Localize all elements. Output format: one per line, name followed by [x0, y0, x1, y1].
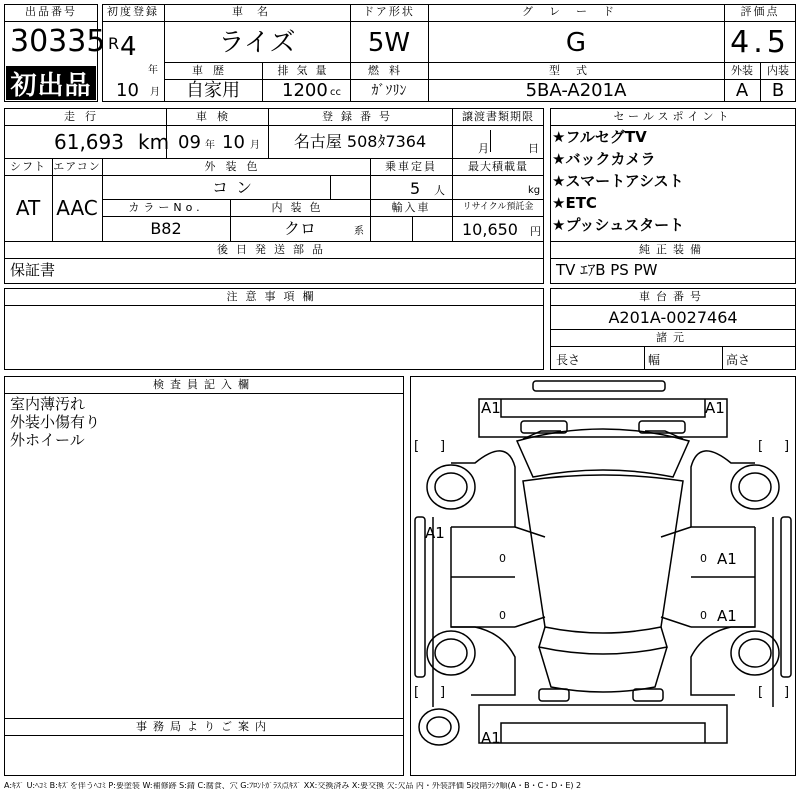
- first-listing-badge: 初出品: [6, 66, 96, 100]
- later-parts-label: 後日発送部品: [217, 243, 331, 256]
- fuel-label: 燃料: [368, 64, 410, 77]
- sales-point-1: ★フルセグTV: [552, 128, 647, 146]
- sales-point-5: ★プッシュスタート: [552, 216, 685, 234]
- int-color-label: 内装色: [271, 201, 329, 214]
- lot-number: 30335: [10, 24, 106, 59]
- capacity: 5: [410, 179, 421, 198]
- fuel: ｶﾞｿﾘﾝ: [371, 83, 407, 99]
- mileage-unit: km: [138, 130, 170, 154]
- gauge-zero-1: 0: [499, 552, 506, 565]
- int-label: 内装: [767, 64, 789, 77]
- door-label: ドア形状: [363, 5, 415, 18]
- width-label: 幅: [648, 353, 661, 367]
- insp-year-unit: 年: [205, 140, 215, 151]
- transfer-label: 譲渡書類期限: [462, 110, 534, 123]
- damage-mark-rear-left: A1: [481, 729, 501, 747]
- displacement-unit: cc: [330, 87, 341, 98]
- shift: AT: [15, 196, 41, 220]
- displacement: 1200: [282, 80, 328, 101]
- load-unit: kg: [528, 185, 541, 196]
- capacity-unit: 人: [434, 184, 445, 197]
- insp-year: 09: [178, 132, 201, 153]
- sales-point-4: ★ETC: [552, 194, 597, 212]
- color-no-label: カラーNo.: [128, 201, 204, 214]
- insp-month: 10: [222, 132, 245, 153]
- chassis-label: 車台番号: [639, 290, 707, 303]
- later-parts: 保証書: [10, 261, 56, 279]
- length-label: 長さ: [556, 353, 581, 367]
- inspector-line-1: 室内薄汚れ: [10, 395, 86, 413]
- model: 5BA-A201A: [525, 80, 627, 101]
- damage-mark-right-rear-door: A1: [717, 607, 737, 625]
- chassis-number: A201A-0027464: [608, 308, 738, 327]
- transfer-month: 月: [478, 142, 489, 155]
- equipment-label: 純正装備: [639, 243, 707, 256]
- load-label: 最大積載量: [468, 160, 528, 173]
- int-color-unit: 系: [354, 226, 364, 237]
- car-outline-icon: [411, 377, 795, 775]
- gauge-zero-3: 0: [700, 552, 707, 565]
- month-unit: 月: [150, 87, 160, 98]
- grade-label: グレード: [522, 5, 630, 18]
- car-name: ライズ: [218, 28, 296, 58]
- reg-year: 4: [120, 32, 137, 62]
- sales-points-label: セールスポイント: [613, 110, 733, 123]
- transfer-day: 日: [528, 142, 539, 155]
- office-label: 事務局よりご案内: [136, 720, 272, 733]
- score-label: 評価点: [740, 5, 780, 18]
- insp-month-unit: 月: [250, 140, 260, 151]
- reg-no: 名古屋 508ﾀ7364: [293, 132, 427, 151]
- model-label: 型式: [549, 64, 603, 77]
- gauge-zero-2: 0: [499, 609, 506, 622]
- recycle: 10,650: [462, 220, 518, 239]
- bracket-open-2: [: [758, 439, 764, 454]
- shift-label: シフト: [10, 160, 46, 173]
- grade: G: [565, 28, 587, 58]
- ext-color: コン: [211, 178, 260, 197]
- legend: A:ｷｽﾞ U:ﾍｺﾐ B:ｷｽﾞを伴うﾍｺﾐ P:要塗装 W:補修跡 S:錆 C:腐食、穴 G:ﾌﾛﾝﾄｶﾞﾗｽ点ｷｽﾞ XX:交換済み X:要交換 欠:欠品 内・外装評価 5段階ﾗﾝｸ順(A・B・C・D・E) 2: [4, 782, 582, 790]
- ext-grade: A: [735, 80, 749, 101]
- damage-mark-left-side: A1: [425, 524, 445, 542]
- height-label: 高さ: [726, 353, 751, 367]
- specs-label: 諸元: [656, 331, 690, 344]
- damage-mark-front-left: A1: [481, 399, 501, 417]
- capacity-label: 乗車定員: [385, 160, 437, 173]
- sales-point-3: ★スマートアシスト: [552, 172, 684, 190]
- bracket-open-1: [: [414, 439, 420, 454]
- color-no: B82: [150, 219, 182, 238]
- mileage-label: 走行: [64, 110, 106, 123]
- damage-mark-right-front-door: A1: [717, 550, 737, 568]
- damage-diagram: [410, 376, 796, 776]
- first-reg-label: 初度登録: [107, 5, 159, 18]
- ext-color-label: 外装色: [204, 160, 268, 173]
- damage-mark-front-right: A1: [705, 399, 725, 417]
- equipment: TV ｴｱB PS PW: [556, 261, 658, 279]
- gauge-zero-4: 0: [700, 609, 707, 622]
- door: 5W: [367, 28, 411, 58]
- reg-month: 10: [116, 80, 139, 101]
- sales-point-2: ★バックカメラ: [552, 150, 656, 168]
- ext-label: 外装: [731, 64, 753, 77]
- score: 4.5: [730, 25, 790, 60]
- bracket-close-3: ]: [440, 685, 446, 700]
- era: R: [108, 34, 120, 53]
- recycle-label: リサイクル預託金: [462, 202, 534, 212]
- displacement-label: 排気量: [277, 64, 335, 77]
- import-label: 輸入車: [391, 201, 431, 214]
- inspector-label: 検査員記入欄: [153, 378, 255, 391]
- inspector-line-2: 外装小傷有り: [10, 413, 101, 431]
- int-grade: B: [771, 80, 785, 101]
- ac-label: エアコン: [53, 160, 101, 173]
- car-name-label: 車名: [232, 5, 282, 18]
- bracket-close-4: ]: [784, 685, 790, 700]
- bracket-close-1: ]: [440, 439, 446, 454]
- lot-number-label: 出品番号: [25, 5, 77, 18]
- year-unit: 年: [148, 65, 158, 76]
- int-color: クロ: [283, 219, 316, 238]
- notes-label: 注意事項欄: [226, 290, 322, 303]
- reg-no-label: 登録番号: [322, 110, 398, 123]
- history: 自家用: [186, 80, 240, 101]
- inspection-label: 車検: [196, 110, 238, 123]
- recycle-unit: 円: [530, 225, 541, 238]
- bracket-open-3: [: [414, 685, 420, 700]
- inspector-line-3: 外ホイール: [10, 431, 85, 449]
- bracket-close-2: ]: [784, 439, 790, 454]
- mileage: 61,693: [54, 130, 124, 154]
- ac: AAC: [56, 196, 98, 220]
- history-label: 車歴: [192, 64, 234, 77]
- bracket-open-4: [: [758, 685, 764, 700]
